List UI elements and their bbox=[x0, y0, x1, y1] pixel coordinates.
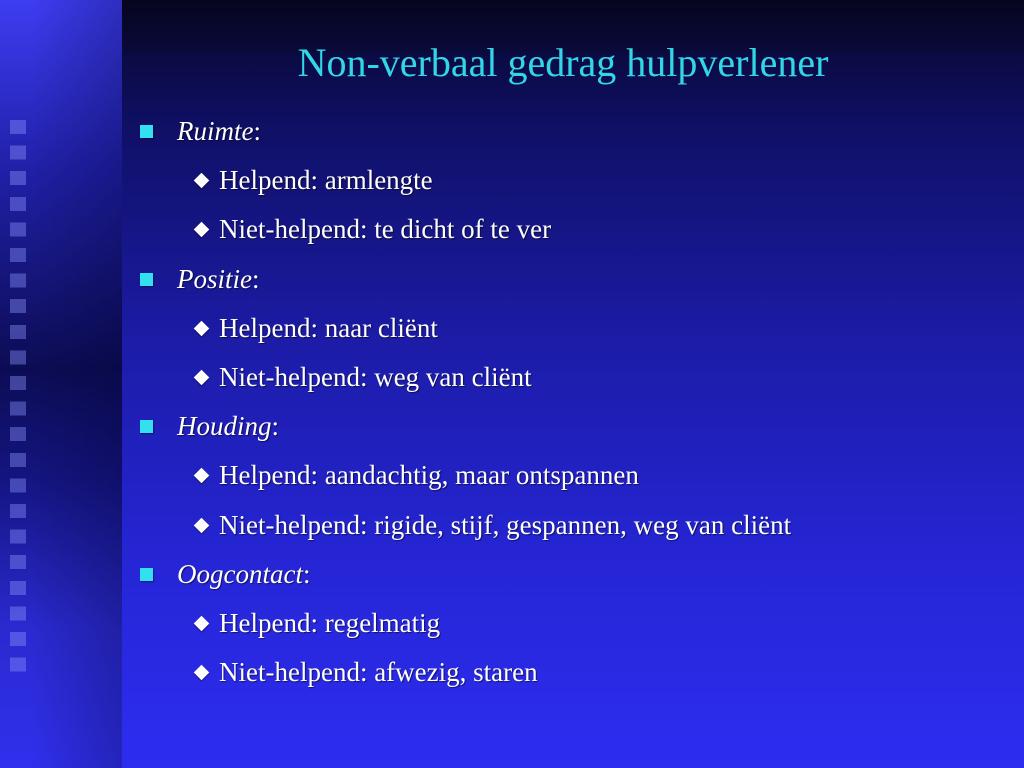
section-topic: Positie bbox=[177, 263, 252, 294]
diamond-bullet-icon bbox=[194, 173, 210, 189]
list-item bbox=[140, 451, 1010, 500]
list-item bbox=[140, 304, 1010, 353]
item-text: Helpend: aandachtig, maar ontspannen bbox=[219, 460, 639, 491]
section-suffix: : bbox=[271, 411, 280, 442]
list-item bbox=[140, 501, 1010, 550]
diamond-bullet-icon bbox=[194, 517, 210, 533]
diamond-bullet-icon bbox=[194, 321, 210, 337]
section-suffix: : bbox=[252, 263, 260, 294]
decorative-square-pattern bbox=[10, 120, 26, 680]
decorative-strip-shade bbox=[30, 0, 122, 768]
section-suffix: : bbox=[302, 558, 311, 589]
diamond-bullet-icon bbox=[194, 616, 210, 632]
square-bullet-icon bbox=[140, 273, 153, 286]
item-text: Niet-helpend: weg van cliënt bbox=[219, 362, 532, 393]
section-topic: Oogcontact bbox=[177, 558, 303, 589]
section-suffix: : bbox=[253, 116, 261, 147]
item-text: Niet-helpend: rigide, stijf, gespannen, weg van cliënt bbox=[219, 509, 792, 540]
list-item bbox=[140, 648, 1010, 697]
section-houding bbox=[140, 402, 1010, 451]
list-item bbox=[140, 353, 1010, 402]
item-text: Helpend: armlengte bbox=[219, 165, 433, 196]
square-bullet-icon bbox=[140, 125, 153, 138]
section-positie bbox=[140, 255, 1010, 304]
square-bullet-icon bbox=[140, 568, 153, 581]
diamond-bullet-icon bbox=[194, 665, 210, 681]
diamond-bullet-icon bbox=[194, 222, 210, 238]
square-bullet-icon bbox=[140, 420, 153, 433]
decorative-side-strip bbox=[0, 0, 122, 768]
list-item bbox=[140, 599, 1010, 648]
item-text: Niet-helpend: te dicht of te ver bbox=[219, 214, 552, 245]
item-text: Helpend: naar cliënt bbox=[219, 312, 438, 343]
section-ruimte bbox=[140, 107, 1010, 156]
item-text: Helpend: regelmatig bbox=[219, 607, 441, 638]
section-oogcontact bbox=[140, 550, 1010, 599]
diamond-bullet-icon bbox=[194, 468, 210, 484]
list-item bbox=[140, 156, 1010, 205]
section-topic: Houding bbox=[177, 411, 272, 442]
item-text: Niet-helpend: afwezig, staren bbox=[219, 657, 538, 688]
diamond-bullet-icon bbox=[194, 370, 210, 386]
bullet-list bbox=[140, 107, 1010, 697]
list-item bbox=[140, 205, 1010, 254]
section-topic: Ruimte bbox=[177, 116, 254, 147]
slide-title: Non-verbaal gedrag hulpverlener bbox=[297, 40, 829, 85]
